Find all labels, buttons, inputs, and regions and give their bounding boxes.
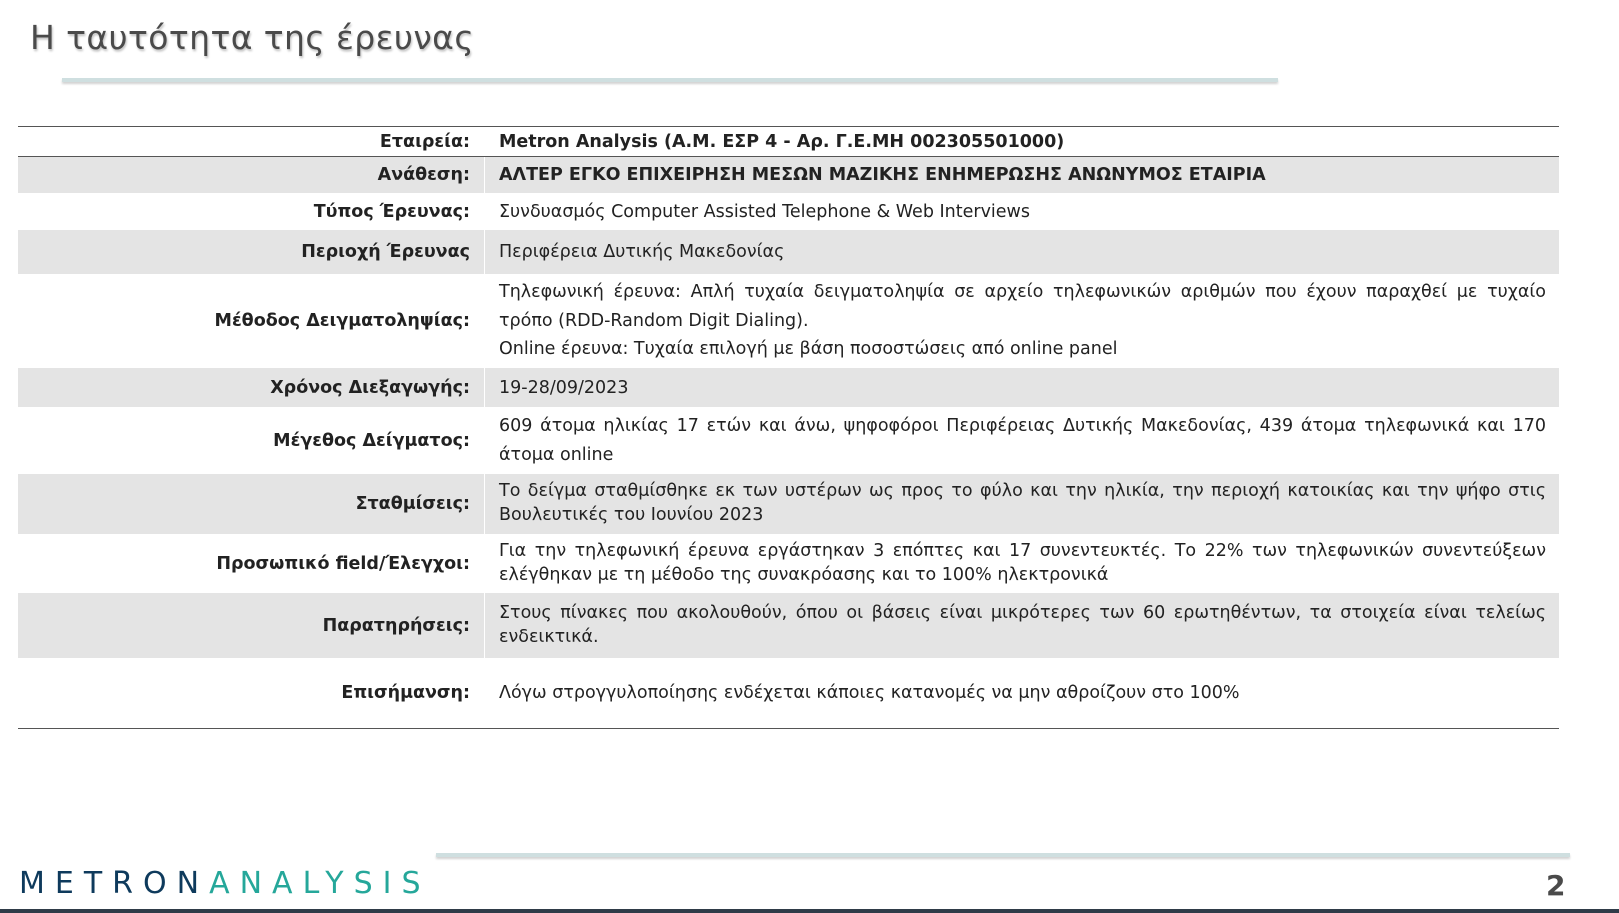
- row-value: Τηλεφωνική έρευνα: Απλή τυχαία δειγματοληψία σε αρχείο τηλεφωνικών αριθμών που έχουν παραχθεί με τυχαίο τρόπο (RDD-Random Digit Dialing). Online έρευνα: Τυχαία επιλογή με βάση ποσοστώσεις από online panel: [484, 274, 1559, 368]
- row-label: Περιοχή Έρευνας: [301, 242, 470, 262]
- row-label: Εταιρεία:: [379, 131, 470, 152]
- table-row-sample-size: [18, 407, 1559, 474]
- row-value: 609 άτομα ηλικίας 17 ετών και άνω, ψηφοφόροι Περιφέρειας Δυτικής Μακεδονίας, 439 άτομα τηλεφωνικά και 170 άτομα online: [484, 407, 1559, 474]
- title-divider: [62, 78, 1278, 82]
- table-row-assignment: [18, 157, 1559, 193]
- row-value: 19-28/09/2023: [484, 368, 1559, 407]
- row-value: Λόγω στρογγυλοποίησης ενδέχεται κάποιες κατανομές να μην αθροίζουν στο 100%: [484, 658, 1559, 728]
- row-value: Metron Analysis (Α.Μ. ΕΣΡ 4 - Αρ. Γ.Ε.ΜΗ 002305501000): [484, 127, 1559, 156]
- row-label: Μέθοδος Δειγματοληψίας:: [214, 311, 470, 331]
- row-label: Μέγεθος Δείγματος:: [273, 430, 470, 451]
- row-label: Επισήμανση:: [341, 683, 470, 703]
- table-row-survey-type: [18, 193, 1559, 230]
- table-row-remarks: [18, 593, 1559, 658]
- row-label: Τύπος Έρευνας:: [313, 201, 470, 222]
- footer-divider: [436, 853, 1570, 857]
- row-value: Συνδυασμός Computer Assisted Telephone & Web Interviews: [484, 193, 1559, 230]
- table-row-company: [18, 127, 1559, 157]
- table-row-survey-area: [18, 230, 1559, 274]
- table-row-field-staff: [18, 534, 1559, 593]
- row-value: Για την τηλεφωνική έρευνα εργάστηκαν 3 επόπτες και 17 συνεντευκτές. Το 22% των τηλεφωνικών συνεντεύξεων ελέγθηκαν με τη μέθοδο της συνακρόασης και το 100% ηλεκτρονικά: [484, 534, 1559, 593]
- row-value: ΑΛΤΕΡ ΕΓΚΟ ΕΠΙΧΕΙΡΗΣΗ ΜΕΣΩΝ ΜΑΖΙΚΗΣ ΕΝΗΜΕΡΩΣΗΣ ΑΝΩΝΥΜΟΣ ΕΤΑΙΡΙΑ: [484, 157, 1559, 193]
- logo-part-metron: METRON: [19, 866, 210, 901]
- table-row-sampling-method: [18, 274, 1559, 368]
- table-row-note: [18, 658, 1559, 728]
- survey-info-table: [18, 126, 1559, 729]
- page-title: Η ταυτότητα της έρευνας: [30, 18, 475, 57]
- row-label: Προσωπικό field/Έλεγχοι:: [216, 553, 470, 574]
- logo-part-analysis: ANALYSIS: [209, 866, 431, 901]
- row-value: Περιφέρεια Δυτικής Μακεδονίας: [484, 230, 1559, 274]
- row-label: Ανάθεση:: [377, 165, 470, 185]
- row-label: Παρατηρήσεις:: [322, 615, 470, 636]
- bottom-bar: [0, 909, 1619, 913]
- row-value: Το δείγμα σταθμίσθηκε εκ των υστέρων ως προς το φύλο και την ηλικία, την περιοχή κατοικίας και την ψήφο στις Βουλευτικές του Ιουνίου 2023: [484, 474, 1559, 534]
- table-row-conduct-period: [18, 368, 1559, 407]
- row-label: Χρόνος Διεξαγωγής:: [270, 377, 470, 398]
- page-number: 2: [1546, 869, 1566, 902]
- row-value: Στους πίνακες που ακολουθούν, όπου οι βάσεις είναι μικρότερες των 60 ερωτηθέντων, τα στοιχεία είναι τελείως ενδεικτικά.: [484, 593, 1559, 658]
- company-logo: [19, 866, 431, 901]
- table-row-weighting: [18, 474, 1559, 534]
- row-label: Σταθμίσεις:: [355, 494, 470, 514]
